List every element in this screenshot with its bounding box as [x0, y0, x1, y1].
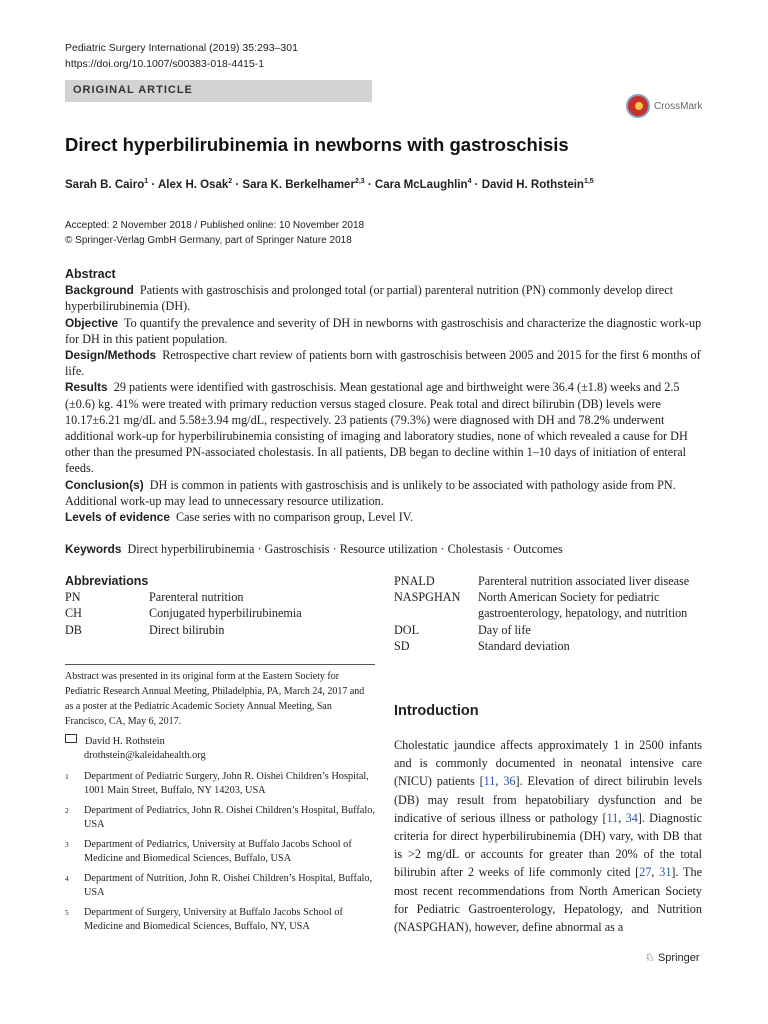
author-list: Sarah B. Cairo$^1$ · Alex H. Osak$^2$ · Sara K. Berkelhamer$^{2,3}$ · Cara McLaughlin$^4$ · David H. Rothstein$^{1,5}$ [65, 178, 594, 191]
doi-link[interactable]: https://doi.org/10.1007/s00383-018-4415-1 [65, 58, 265, 70]
citation-link[interactable]: 11 [606, 810, 619, 825]
affiliation: 5 Department of Surgery, University at Buffalo Jacobs School of Medicine and Biomedical Sciences, Buffalo, NY, USA [65, 907, 343, 932]
article-type: ORIGINAL ARTICLE [73, 84, 193, 96]
affiliations [65, 770, 375, 940]
author[interactable]: David H. Rothstein$^{1,5}$ [481, 178, 594, 191]
abbreviation-row: PNALD Parenteral nutrition associated liver disease [394, 574, 690, 588]
keywords-text: Direct hyperbilirubinemia · Gastroschisis · Resource utilization · Cholestasis · Outcomes [127, 542, 563, 556]
author[interactable]: Sara K. Berkelhamer$^{2,3}$ [242, 178, 365, 191]
affiliation: 4 Department of Nutrition, John R. Oishei Children’s Hospital, Buffalo, USA [65, 873, 373, 898]
abbreviation-row: CH Conjugated hyperbilirubinemia [65, 606, 302, 621]
abstract-heading: Abstract [65, 267, 116, 281]
citation-link[interactable]: 36 [503, 774, 516, 789]
dates-line: Accepted: 2 November 2018 / Published online: 10 November 2018 [65, 220, 365, 231]
crossmark-badge[interactable] [626, 94, 706, 120]
abbreviation-row: DB Direct bilirubin [65, 622, 225, 637]
contact-email[interactable]: drothstein@kaleidahealth.org [84, 750, 206, 761]
abstract-level-of-evidence: Levels of evidence Case series with no comparison group, Level IV. [65, 510, 414, 525]
abbreviation-row: PN Parenteral nutrition [65, 590, 244, 605]
crossmark-icon [626, 94, 650, 118]
citation-link[interactable]: 34 [625, 810, 638, 825]
journal-header [65, 40, 298, 72]
affiliation: 3 Department of Pediatrics, University at Buffalo Jacobs School of Medicine and Biomedical Sciences, Buffalo, USA [65, 839, 352, 864]
affiliation: 2 Department of Pediatrics, John R. Oishei Children’s Hospital, Buffalo, USA [65, 805, 375, 830]
copyright-line: © Springer-Verlag GmbH Germany, part of Springer Nature 2018 [65, 235, 352, 246]
author[interactable]: Sarah B. Cairo$^1$ [65, 178, 149, 191]
crossmark-label: CrossMark [654, 101, 703, 112]
abstract-conclusion: Conclusion(s) DH is common in patients with gastroschisis and is unlikely to be associated with pathology aside from PN. Additional work-up may lead to unnecessary resource utilization. [65, 477, 676, 508]
publisher-name: Springer [657, 952, 700, 964]
corresponding-author [65, 735, 375, 763]
keywords-label: Keywords [65, 542, 122, 556]
springer-horse-icon: ♘ [645, 952, 655, 964]
introduction-heading: Introduction [394, 703, 479, 719]
abstract-objective: Objective To quantify the prevalence and severity of DH in newborns with gastroschisis and characterize the diagnostic work-up for DH in this patient population. [65, 315, 702, 346]
citation-link[interactable]: 27 [639, 865, 652, 880]
article-type-band [65, 80, 372, 102]
footnote-divider [65, 664, 375, 665]
abstract [65, 266, 703, 525]
abbreviation-row: NASPGHAN North American Society for pediatric gastroenterology, hepatology, and nutrition [394, 590, 688, 621]
publication-dates [65, 218, 364, 248]
citation-link[interactable]: 11 [483, 774, 496, 789]
abstract-results: Results 29 patients were identified with gastroschisis. Mean gestational age and birthweight were 36.4 (±1.8) weeks and 2.5 (±0.6) kg. 41% were treated with primary reduction versus staged closure. Peak total and direct bilirubin (DB) levels were 10.17±6.21 mg/dL and 5.58±3.94 mg/dL, respectively. 23 patients (79.3%) were diagnosed with DH and 78.2% underwent additional work-up for hyperbilirubinemia consisting of imaging and laboratory studies, none of which revealed a cause for DH other than the presumed PN-associated cholestasis. In all patients, DB began to decline within 1–10 days of initiation of enteral feeds. [65, 380, 688, 476]
journal-citation: Pediatric Surgery International (2019) 35:293–301 [65, 42, 298, 54]
abstract-background: Background Patients with gastroschisis and prolonged total (or partial) parenteral nutrition (PN) commonly develop direct hyperbilirubinemia (DH). [65, 283, 673, 314]
contact-name: David H. Rothstein [85, 736, 165, 747]
author[interactable]: Alex H. Osak$^2$ [157, 178, 233, 191]
article-title: Direct hyperbilirubinemia in newborns with gastroschisis [65, 134, 569, 155]
abbreviations-heading: Abbreviations [65, 574, 149, 588]
email-icon [65, 734, 77, 743]
introduction-body: Cholestatic jaundice affects approximately 1 in 2500 infants and is commonly documented in neonatal intensive care (NICU) patients [11, 36]. Elevation of direct bilirubin levels (DB) may result from hepatobiliary dysfunction and be indicative of serious illness or pathology [11, 34]. Diagnostic criteria for direct hyperbilirubinemia (DH) vary, with DB that is >2 mg/dL or accounts for greater than 20% of the total bilirubin after 2 weeks of life commonly cited [27, 31]. The most recent recommendations from North American Society for Pediatric Gastroenterology, Hepatology, and Nutrition (NASPGHAN), however, define abnormal as a [394, 738, 703, 935]
abbreviations-right [394, 573, 712, 654]
abbreviations-left [65, 573, 375, 638]
affiliation: 1 Department of Pediatric Surgery, John R. Oishei Children’s Hospital, 1001 Main Street, Buffalo, NY 14203, USA [65, 771, 369, 796]
author[interactable]: Cara McLaughlin$^4$ [374, 178, 472, 191]
keywords [65, 542, 563, 557]
presentation-footnote: Abstract was presented in its original form at the Eastern Society for Pediatric Research Annual Meeting, Philadelphia, PA, March 24, 2017 and as a poster at the Pediatric Academic Society Annual Meeting, San Francisco, CA, May 6, 2017. [65, 671, 365, 727]
publisher-logo [645, 951, 700, 964]
citation-link[interactable]: 31 [659, 865, 672, 880]
abstract-methods: Design/Methods Retrospective chart review of patients born with gastroschisis between 2005 and 2015 for the first 6 months of life. [65, 348, 701, 379]
abbreviation-row: SD Standard deviation [394, 638, 570, 653]
abbreviation-row: DOL Day of life [394, 622, 531, 637]
